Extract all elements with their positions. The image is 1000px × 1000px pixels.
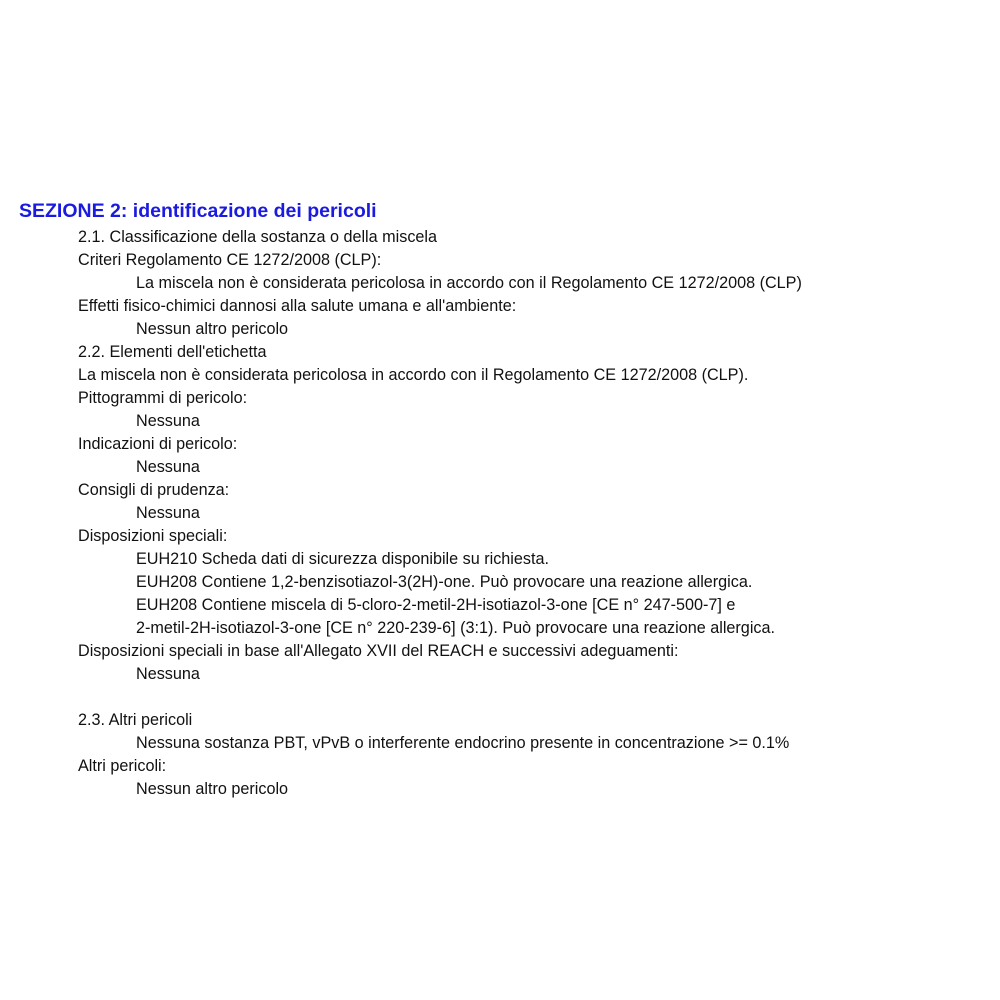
other-hazards-value: Nessun altro pericolo	[136, 780, 289, 798]
other-hazards-label: Altri pericoli:	[78, 757, 167, 775]
section-title: SEZIONE 2: identificazione dei pericoli	[19, 200, 377, 222]
criteria-label: Criteri Regolamento CE 1272/2008 (CLP):	[78, 251, 382, 269]
pictograms-value: Nessuna	[136, 412, 200, 430]
hazard-statements-value: Nessuna	[136, 458, 200, 476]
special-provision-line: 2-metil-2H-isotiazol-3-one [CE n° 220-239-6] (3:1). Può provocare una reazione allergica.	[136, 619, 776, 637]
effects-label: Effetti fisico-chimici dannosi alla salute umana e all'ambiente:	[78, 297, 517, 315]
reach-provisions-label: Disposizioni speciali in base all'Allegato XVII del REACH e successivi adeguamenti:	[78, 642, 679, 660]
pbt-statement: Nessuna sostanza PBT, vPvB o interferente endocrino presente in concentrazione >= 0.1%	[136, 734, 790, 752]
label-statement: La miscela non è considerata pericolosa in accordo con il Regolamento CE 1272/2008 (CLP).	[78, 366, 749, 384]
heading-2-1: 2.1. Classificazione della sostanza o della miscela	[78, 228, 438, 246]
heading-2-2: 2.2. Elementi dell'etichetta	[78, 343, 267, 361]
precautionary-label: Consigli di prudenza:	[78, 481, 230, 499]
hazard-statements-label: Indicazioni di pericolo:	[78, 435, 238, 453]
criteria-value: La miscela non è considerata pericolosa in accordo con il Regolamento CE 1272/2008 (CLP)	[136, 274, 802, 292]
special-provision-line: EUH210 Scheda dati di sicurezza disponibile su richiesta.	[136, 550, 550, 568]
special-provision-line: EUH208 Contiene miscela di 5-cloro-2-metil-2H-isotiazol-3-one [CE n° 247-500-7] e	[136, 596, 736, 614]
special-provision-line: EUH208 Contiene 1,2-benzisotiazol-3(2H)-one. Può provocare una reazione allergica.	[136, 573, 753, 591]
effects-value: Nessun altro pericolo	[136, 320, 289, 338]
reach-provisions-value: Nessuna	[136, 665, 200, 683]
heading-2-3: 2.3. Altri pericoli	[78, 711, 193, 729]
pictograms-label: Pittogrammi di pericolo:	[78, 389, 248, 407]
precautionary-value: Nessuna	[136, 504, 200, 522]
special-provisions-label: Disposizioni speciali:	[78, 527, 228, 545]
